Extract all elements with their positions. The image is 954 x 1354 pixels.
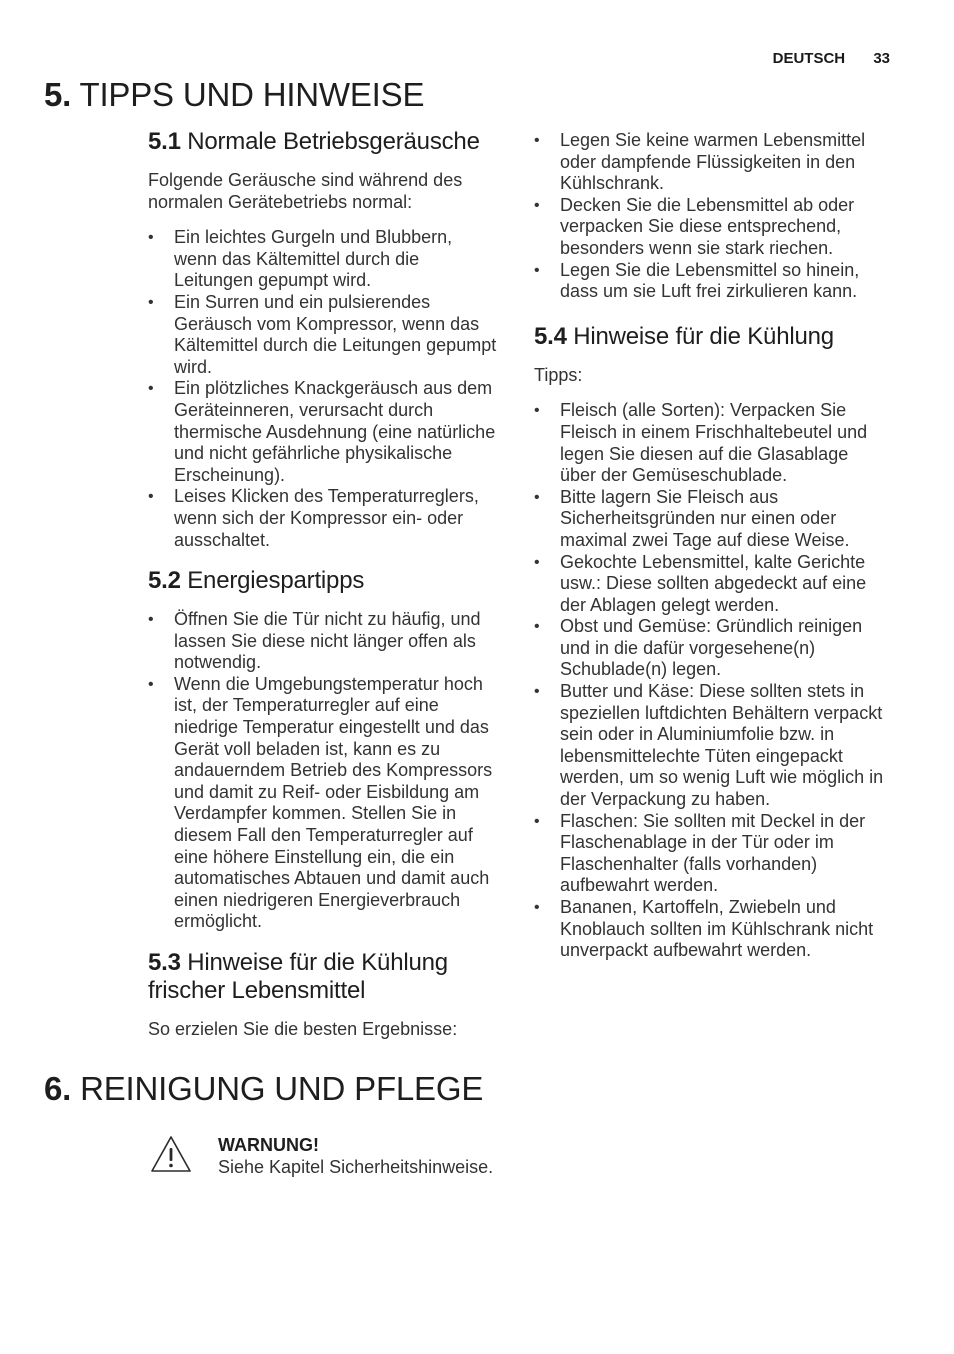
list-item-text: Bitte lagern Sie Fleisch aus Sicherheitsgründen nur einen oder maximal zwei Tage auf diese Weise. [560,486,850,550]
list-item [148,292,500,378]
chapter-number: 5. [44,76,72,113]
warning-body: Siehe Kapitel Sicherheitshinweise. [218,1157,494,1177]
bullet-icon: • [148,229,154,247]
bullet-icon: • [148,675,154,693]
list-item [534,616,886,681]
list-item-text: Legen Sie die Lebensmittel so hinein, dass um sie Luft frei zirkulieren kann. [560,259,860,302]
list-item-text: Ein leichtes Gurgeln und Blubbern, wenn das Kältemittel durch die Leitungen gepumpt wird. [174,227,453,291]
list-item-text: Leises Klicken des Temperaturreglers, wenn sich der Kompressor ein- oder ausschaltet. [174,486,479,550]
list-item-text: Butter und Käse: Diese sollten stets in speziellen luftdichten Behältern verpackt sein oder in Aluminiumfolie bzw. in lebensmittelechte Tüten eingepackt werden, um so wenig Luft wie möglich in der Verpackung zu haben. [560,681,884,810]
section-5-2-heading [148,567,500,595]
list-item-text: Öffnen Sie die Tür nicht zu häufig, und lassen Sie diese nicht länger offen als notwendig. [174,609,481,673]
list-item [148,378,500,486]
list-item-text: Fleisch (alle Sorten): Verpacken Sie Fleisch in einem Frischhaltebeutel und legen Sie diesen auf die Glasablage über der Gemüseschublade. [560,400,868,486]
list-item-text: Decken Sie die Lebensmittel ab oder verpacken Sie diese entsprechend, besonders wenn sie stark riechen. [560,194,855,258]
bullet-icon: • [534,899,540,916]
page-number: 33 [873,50,890,67]
page-header [773,50,890,67]
section-title: Normale Betriebsgeräusche [187,128,480,155]
warning-triangle-icon [150,1134,192,1174]
section-title: Energiespartipps [187,567,365,595]
list-item [534,260,886,303]
bullet-list [534,400,886,961]
list-item-text: Wenn die Umgebungstemperatur hoch ist, der Temperaturregler auf eine niedrige Temperatur eingestellt und das Gerät voll beladen ist, kann es zu andauerndem Betrieb des Kompressors und damit zu Reif- oder Eisbildung am Verdampfer kommen. Stellen Sie in diesem Fall den Temperaturregler auf eine höhere Einstellung ein, die ein automatisches Abtauen und damit auch einen niedrigeren Energieverbrauch ermöglicht. [174,673,493,932]
list-item-text: Legen Sie keine warmen Lebensmittel oder dampfende Flüssigkeiten in den Kühlschrank. [560,130,866,194]
bullet-icon: • [534,683,540,701]
bullet-list [148,609,500,933]
chapter-title: TIPPS UND HINWEISE [79,76,425,113]
section-intro: Folgende Geräusche sind während des normalen Gerätebetriebs normal: [148,170,463,212]
list-item [534,195,886,260]
section-number: 5.2 [148,567,181,595]
bullet-icon: • [534,488,540,506]
section-5-1-heading [148,128,500,156]
list-item-text: Bananen, Kartoffeln, Zwiebeln und Knoblauch sollten im Kühlschrank nicht unverpackt aufbewahrt werden. [560,897,874,961]
chapter-title: REINIGUNG UND PFLEGE [80,1070,484,1107]
list-item [534,487,886,552]
bullet-icon: • [148,380,154,398]
chapter-5-heading [44,76,424,114]
list-item [148,609,500,674]
list-item [148,486,500,551]
list-item-text: Gekochte Lebensmittel, kalte Gerichte usw.: Diese sollten abgedeckt auf eine der Ablagen gelegt werden. [560,551,867,615]
section-title: Hinweise für die Kühlung frischer Lebensmittel [148,949,448,1004]
chapter-number: 6. [44,1070,72,1107]
list-item [534,130,886,195]
list-item [534,552,886,617]
section-5-3-heading [148,949,500,1005]
bullet-icon: • [534,132,540,149]
left-column [148,128,500,1055]
bullet-icon: • [534,553,540,571]
warning-title: WARNUNG! [218,1135,319,1155]
list-item [534,400,886,486]
bullet-icon: • [534,402,540,420]
chapter-6-heading [44,1070,483,1108]
section-number: 5.4 [534,322,567,350]
list-item [534,681,886,811]
bullet-icon: • [534,261,540,279]
bullet-icon: • [534,812,540,830]
language-label: DEUTSCH [772,50,846,67]
bullet-icon: • [534,618,540,636]
section-intro: So erzielen Sie die besten Ergebnisse: [148,1019,458,1039]
section-title: Hinweise für die Kühlung [573,322,834,350]
section-number: 5.3 [148,949,181,976]
list-item-text: Obst und Gemüse: Gründlich reinigen und in die dafür vorgesehene(n) Schublade(n) legen. [560,616,863,680]
bullet-list [534,130,886,303]
bullet-icon: • [534,196,540,214]
bullet-list [148,227,500,551]
list-item-text: Ein Surren und ein pulsierendes Geräusch vom Kompressor, wenn das Kältemittel durch die Leitungen gepumpt wird. [174,291,497,377]
list-item-text: Flaschen: Sie sollten mit Deckel in der Flaschenablage in der Tür oder im Flaschenhalter (falls vorhanden) aufbewahrt werden. [560,810,866,896]
list-item-text: Ein plötzliches Knackgeräusch aus dem Geräteinneren, verursacht durch thermische Ausdehnung (eine natürliche und nicht gefährliche physikalische Erscheinung). [174,378,496,485]
list-item [534,897,886,962]
bullet-icon: • [148,611,154,629]
right-column [534,130,886,978]
section-5-4-heading [534,323,886,351]
list-item [148,674,500,933]
list-item [534,811,886,897]
section-number: 5.1 [148,128,181,155]
bullet-icon: • [148,293,154,311]
bullet-icon: • [148,488,154,506]
warning-text [218,1134,518,1178]
section-intro: Tipps: [534,364,583,385]
list-item [148,227,500,292]
